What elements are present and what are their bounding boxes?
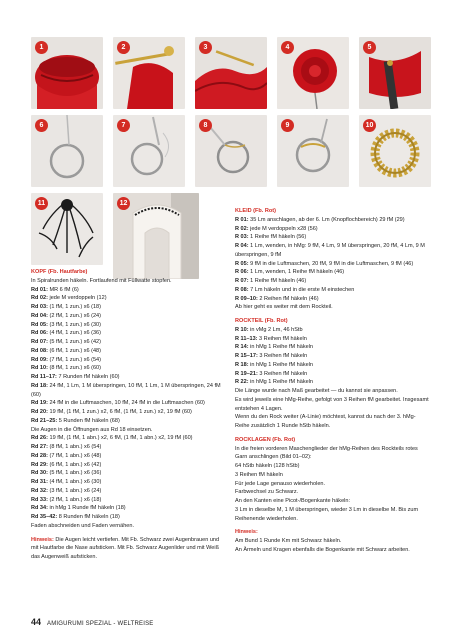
instruction-line bbox=[31, 329, 221, 338]
hint-heading: Hinweis: bbox=[235, 529, 258, 536]
photo-number: 6 bbox=[35, 119, 48, 132]
instruction-text: 3 Reihen fM häkeln bbox=[257, 353, 308, 359]
instruction-text: 5 Runden fM häkeln (68) bbox=[57, 417, 120, 424]
row-label: Rd 01: bbox=[31, 286, 48, 293]
instruction-text: 3 Lm in dieselbe M, 1 M überspringen, wieder 3 Lm in dieselbe M. Bis zum Reihenende wiederholen. bbox=[235, 506, 419, 522]
instruction-line bbox=[31, 461, 221, 470]
instruction-line bbox=[235, 295, 430, 304]
instruction-line bbox=[31, 382, 221, 400]
instruction-line bbox=[235, 361, 430, 370]
instruction-text: Für jede Lage genauso wiederholen. bbox=[235, 480, 326, 487]
row-label: Rd 11–17: bbox=[31, 374, 57, 380]
row-label: Rd 28: bbox=[31, 452, 48, 459]
row-label: R 14: bbox=[235, 344, 249, 351]
row-label: Rd 20: bbox=[31, 409, 48, 415]
instruction-text: (4 fM, 1 zun.) x6 (36) bbox=[47, 330, 101, 337]
instruction-line bbox=[31, 286, 221, 295]
instruction-text: Ab hier geht es weiter mit dem Rockteil. bbox=[235, 304, 333, 311]
instruction-line bbox=[235, 387, 430, 396]
instruction-text: Die Augen leicht vertiefen. Mit Fb. Schwarz zwei Augenbrauen und mit Hautfarbe die Nase aufsticken. Mit Fb. Schwarz Augenlider und mit Weiß das Augenweiß aufsticken. bbox=[31, 536, 220, 560]
instruction-text: In die freien vorderen Maschenglieder der hMg-Reihen des Rockteils rotes Garn anschlingen (Bild 01–02): bbox=[235, 445, 418, 461]
instruction-text: In Spiralrunden häkeln. Fortlaufend mit Füllwatte stopfen. bbox=[31, 277, 172, 284]
instruction-text: 3 Reihen fM häkeln bbox=[257, 370, 308, 377]
instruction-text: 3 Reihen fM häkeln bbox=[257, 335, 307, 342]
instruction-text: (2 fM, 1 abn.) x6 (18) bbox=[47, 496, 102, 503]
instruction-line bbox=[31, 347, 221, 356]
instruction-text: (7 fM, 1 abn.) x6 (48) bbox=[47, 452, 102, 459]
row-label: R 01: bbox=[235, 216, 249, 223]
instruction-line bbox=[235, 277, 430, 286]
instruction-text: An Ärmeln und Kragen ebenfalls die Bogenkante mit Schwarz arbeiten. bbox=[235, 546, 410, 553]
instruction-text: 7 Runden fM häkeln (60) bbox=[56, 374, 120, 380]
row-label: Rd 34: bbox=[31, 505, 48, 512]
photo-number: 10 bbox=[363, 119, 376, 132]
row-label: Rd 26: bbox=[31, 435, 48, 442]
instruction-text: Die Länge wurde nach Maß gearbeitet — du kannst sie anpassen. bbox=[235, 388, 398, 394]
instruction-line bbox=[235, 225, 430, 234]
photo-number: 4 bbox=[281, 41, 294, 54]
instruction-text: 7 Lm häkeln und in die erste M einstechen bbox=[248, 286, 355, 293]
instruction-line bbox=[235, 497, 430, 506]
row-label: R 07: bbox=[235, 278, 249, 284]
instruction-text: 64 hStb häkeln (128 hStb) bbox=[235, 463, 300, 469]
row-label: R 02: bbox=[235, 225, 249, 232]
instruction-text: 19 fM, (1 fM, 1 abn.) x2, 6 fM, (1 fM, 1 abn.) x2, 19 fM (60) bbox=[47, 435, 193, 442]
photo-number: 11 bbox=[35, 197, 48, 210]
step-photo-6 bbox=[31, 115, 103, 187]
instruction-text: Am Bund 1 Runde Km mit Schwarz häkeln. bbox=[235, 538, 342, 544]
instruction-text: 19 fM, (1 fM, 1 zun.) x2, 6 fM, (1 fM, 1 zun.) x2, 19 fM (60) bbox=[47, 409, 192, 415]
instruction-line bbox=[235, 396, 430, 414]
page-footer bbox=[31, 617, 154, 627]
instruction-line bbox=[31, 496, 221, 505]
instruction-line bbox=[31, 513, 221, 522]
instruction-line bbox=[31, 364, 221, 373]
instruction-text: 8 Runden fM häkeln (18) bbox=[57, 514, 120, 520]
step-photo-8 bbox=[195, 115, 267, 187]
instruction-line bbox=[31, 469, 221, 478]
row-label: Rd 02: bbox=[31, 295, 48, 302]
instruction-line bbox=[235, 260, 430, 269]
instruction-line bbox=[235, 335, 430, 344]
row-label: Rd 10: bbox=[31, 365, 48, 372]
row-label: Rd 33: bbox=[31, 496, 48, 503]
instruction-line bbox=[235, 352, 430, 361]
row-label: Rd 29: bbox=[31, 461, 48, 468]
row-label: R 19–21: bbox=[235, 370, 258, 377]
row-label: R 18: bbox=[235, 361, 249, 368]
step-photo-1 bbox=[31, 37, 103, 109]
instruction-text: (8 fM, 1 zun.) x6 (60) bbox=[47, 365, 101, 372]
instruction-line bbox=[31, 417, 221, 426]
instruction-text: (7 fM, 1 zun.) x6 (54) bbox=[47, 356, 101, 363]
instruction-text: in hMg 1 Reihe fM häkeln bbox=[248, 344, 314, 351]
instruction-line bbox=[31, 426, 221, 435]
instruction-text: in hMg 1 Runde fM häkeln (18) bbox=[47, 505, 126, 512]
row-label: Rd 35–42: bbox=[31, 514, 58, 520]
row-label: Rd 21–25: bbox=[31, 417, 58, 424]
row-label: R 03: bbox=[235, 234, 249, 241]
section-heading: KOPF (Fb. Hautfarbe) bbox=[31, 269, 88, 275]
row-label: Rd 07: bbox=[31, 339, 48, 345]
right-column bbox=[235, 207, 430, 555]
row-label: Rd 19: bbox=[31, 400, 48, 407]
instruction-text: in vMg 2 Lm, 46 hStb bbox=[248, 326, 303, 333]
instruction-text: 24 fM in die Luftmaschen, 10 fM, 24 fM in die Luftmaschen (60) bbox=[47, 400, 205, 407]
instruction-line bbox=[235, 537, 430, 546]
instruction-line bbox=[31, 434, 221, 443]
step-photo-3 bbox=[195, 37, 267, 109]
instruction-line bbox=[235, 303, 430, 312]
row-label: R 10: bbox=[235, 326, 249, 333]
instruction-line bbox=[31, 303, 221, 312]
instruction-text: Es wird jeweils eine hMg-Reihe, gefolgt von 3 Reihen fM gearbeitet. Insgesamt entstehen 4 Lagen. bbox=[235, 396, 429, 412]
instruction-line bbox=[31, 277, 221, 286]
instruction-text: Faden abschneiden und Faden vernähen. bbox=[31, 522, 135, 529]
instruction-text: (6 fM, 1 abn.) x6 (42) bbox=[47, 461, 102, 468]
photo-number: 7 bbox=[117, 119, 130, 132]
row-label: Rd 08: bbox=[31, 347, 48, 354]
photo-number: 3 bbox=[199, 41, 212, 54]
instruction-text: Wenn du den Rock weiter (A-Linie) möchtest, kannst du nach der 3. hMg-Reihe zusätzlich 1 Runde hStb häkeln. bbox=[235, 414, 416, 429]
instruction-text: 1 Lm, wenden, 1 Reihe fM häkeln (46) bbox=[248, 269, 345, 276]
instruction-text: 1 Lm, wenden, in hMg: 9 fM, 4 Lm, 9 M überspringen, 20 fM, 4 Lm, 9 M überspringen, 9 fM bbox=[235, 243, 425, 258]
step-photo-11 bbox=[31, 193, 103, 265]
row-label: Rd 09: bbox=[31, 356, 48, 363]
instruction-text: (3 fM, 1 zun.) x6 (30) bbox=[47, 321, 101, 328]
instruction-text: (6 fM, 1 zun.) x6 (48) bbox=[47, 347, 101, 354]
hint-label: Hinweis: bbox=[31, 536, 54, 543]
instruction-text: (2 fM, 1 zun.) x6 (24) bbox=[47, 312, 101, 319]
step-photo-5 bbox=[359, 37, 431, 109]
instruction-text: (5 fM, 1 zun.) x6 (42) bbox=[47, 339, 101, 345]
instruction-line bbox=[235, 370, 430, 379]
row-label: Rd 05: bbox=[31, 321, 48, 328]
instruction-line bbox=[235, 242, 430, 260]
instruction-text: (3 fM, 1 abn.) x6 (24) bbox=[47, 487, 102, 494]
instruction-line bbox=[31, 443, 221, 452]
row-label: Rd 30: bbox=[31, 470, 48, 477]
magazine-title: AMIGURUMI SPEZIAL - WELTREISE bbox=[47, 621, 154, 627]
row-label: R 22: bbox=[235, 379, 249, 386]
instruction-line bbox=[235, 480, 430, 489]
instruction-text: Die Augen in die Öffnungen aus Rd 18 einsetzen. bbox=[31, 426, 153, 433]
row-label: Rd 04: bbox=[31, 312, 48, 319]
instruction-line bbox=[31, 356, 221, 365]
instruction-line bbox=[31, 487, 221, 496]
instruction-line bbox=[235, 546, 430, 555]
left-column bbox=[31, 268, 221, 562]
instruction-line bbox=[31, 399, 221, 408]
instruction-line bbox=[31, 321, 221, 330]
step-photo-10 bbox=[359, 115, 431, 187]
row-label: R 08: bbox=[235, 286, 249, 293]
instruction-line bbox=[31, 452, 221, 461]
section-heading: ROCKTEIL (Fb. Rot) bbox=[235, 318, 288, 324]
row-label: R 06: bbox=[235, 269, 249, 276]
photo-number: 8 bbox=[199, 119, 212, 132]
row-label: R 11–13: bbox=[235, 335, 258, 342]
instruction-text: 3 Reihen fM häkeln bbox=[235, 471, 283, 478]
row-label: Rd 03: bbox=[31, 304, 48, 310]
instruction-text: An den Kanten eine Picot-/Bogenkante häkeln: bbox=[235, 498, 351, 504]
row-label: Rd 27: bbox=[31, 444, 48, 450]
photo-number: 2 bbox=[117, 41, 130, 54]
instruction-line bbox=[31, 536, 221, 562]
instruction-line bbox=[31, 294, 221, 303]
instruction-text: 2 Reihen fM häkeln (46) bbox=[257, 295, 319, 302]
instruction-text: (8 fM, 1 abn.) x6 (54) bbox=[47, 444, 102, 450]
row-label: Rd 31: bbox=[31, 479, 48, 485]
instruction-text: (4 fM, 1 abn.) x6 (30) bbox=[47, 479, 102, 485]
instruction-text: in hMg 1 Reihe fM häkeln bbox=[248, 361, 314, 368]
row-label: Rd 32: bbox=[31, 487, 48, 494]
instruction-line bbox=[235, 286, 430, 295]
instruction-text: 1 Reihe fM häkeln (46) bbox=[248, 278, 307, 284]
instruction-line bbox=[235, 488, 430, 497]
instruction-text: jede M verdoppeln (12) bbox=[47, 295, 107, 302]
instruction-line bbox=[235, 378, 430, 387]
instruction-line bbox=[31, 408, 221, 417]
instruction-line bbox=[235, 326, 430, 335]
instruction-text: 1 Reihe fM häkeln (56) bbox=[248, 234, 307, 241]
page-number: 44 bbox=[31, 617, 42, 627]
instruction-text: Farbwechsel zu Schwarz. bbox=[235, 489, 299, 496]
instruction-line bbox=[31, 312, 221, 321]
step-photo-7 bbox=[113, 115, 185, 187]
instruction-line bbox=[31, 338, 221, 347]
row-label: Rd 18: bbox=[31, 382, 48, 389]
instruction-line bbox=[235, 216, 430, 225]
instruction-line bbox=[235, 462, 430, 471]
instruction-line bbox=[235, 506, 430, 524]
instruction-line bbox=[235, 343, 430, 352]
section-heading: KLEID (Fb. Rot) bbox=[235, 208, 276, 214]
instruction-text: (5 fM, 1 abn.) x6 (36) bbox=[47, 470, 102, 477]
row-label: R 09–10: bbox=[235, 295, 258, 302]
row-label: R 05: bbox=[235, 260, 249, 267]
instruction-line bbox=[235, 233, 430, 242]
step-photo-2 bbox=[113, 37, 185, 109]
instruction-line bbox=[235, 471, 430, 480]
instruction-line bbox=[235, 445, 430, 463]
row-label: Rd 06: bbox=[31, 330, 48, 337]
instruction-line bbox=[31, 522, 221, 531]
instruction-line bbox=[31, 478, 221, 487]
photo-number: 1 bbox=[35, 41, 48, 54]
instruction-line bbox=[31, 504, 221, 513]
instruction-line bbox=[235, 413, 430, 431]
step-photo-9 bbox=[277, 115, 349, 187]
instruction-line bbox=[235, 268, 430, 277]
photo-number: 9 bbox=[281, 119, 294, 132]
row-label: R 15–17: bbox=[235, 353, 258, 359]
instruction-line bbox=[31, 373, 221, 382]
instruction-text: (1 fM, 1 zun.) x6 (18) bbox=[47, 304, 101, 310]
photo-number: 12 bbox=[117, 197, 130, 210]
instruction-text: 24 fM, 1 Lm, 1 M überspringen, 10 fM, 1 Lm, 1 M überspringen, 24 fM (60) bbox=[31, 382, 221, 398]
instruction-text: in hMg 1 Reihe fM häkeln bbox=[248, 379, 314, 386]
instruction-text: MR 6 fM (6) bbox=[47, 286, 79, 293]
row-label: R 04: bbox=[235, 243, 249, 249]
section-heading: ROCKLAGEN (Fb. Rot) bbox=[235, 436, 296, 443]
photo-number: 5 bbox=[363, 41, 376, 54]
instruction-text: 35 Lm anschlagen, ab der 6. Lm (Knopflochbereich) 29 fM (29) bbox=[248, 216, 405, 223]
instruction-text: 9 fM in die Luftmaschen, 20 fM, 9 fM in die Luftmaschen, 9 fM (46) bbox=[248, 260, 414, 267]
step-photo-4 bbox=[277, 37, 349, 109]
step-photo-12 bbox=[113, 193, 199, 279]
instruction-text: jede M verdoppeln x28 (56) bbox=[248, 225, 318, 232]
